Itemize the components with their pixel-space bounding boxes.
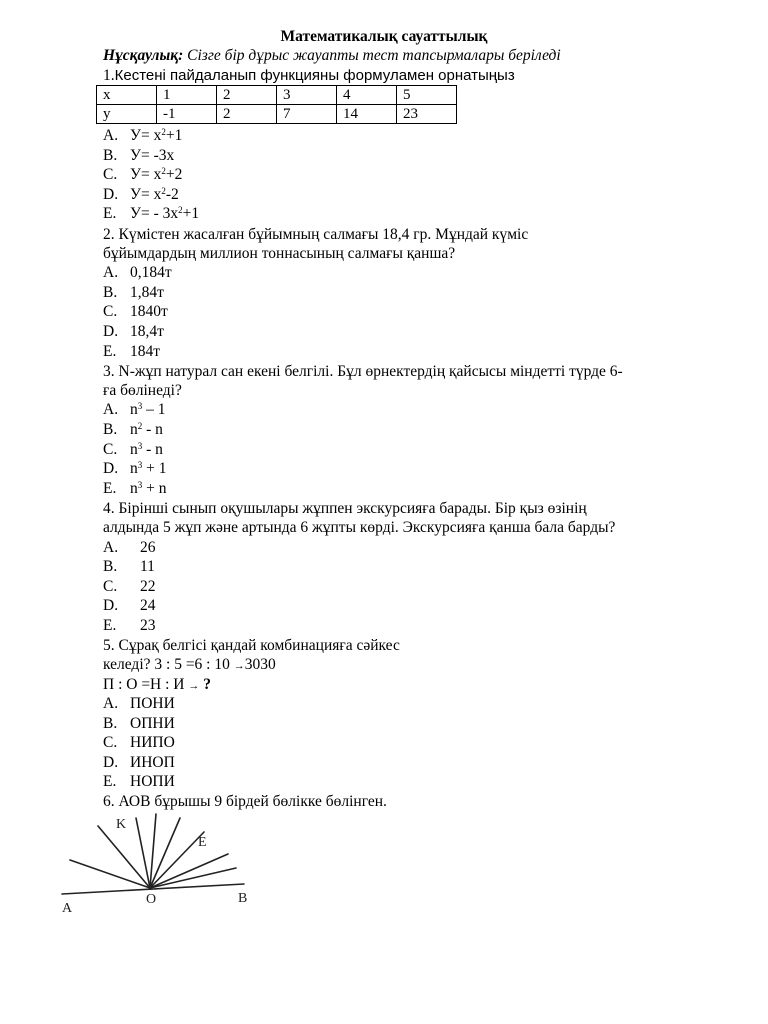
ray [136, 818, 150, 888]
label-o: O [146, 892, 157, 907]
question-4: 4. Бірінші сынып оқушылары жұппен экскурсияға барады. Бір қыз өзінің [103, 500, 587, 517]
option-c[interactable]: C. $У= x^2+2$ [103, 166, 183, 183]
option-a[interactable]: A. $У= x^2+1$ [103, 127, 183, 144]
option-a[interactable]: A. ПОНИ [103, 695, 175, 712]
option-a[interactable]: A. 0,184т [103, 264, 172, 281]
option-b[interactable]: B. У= -3x [103, 147, 175, 164]
option-b[interactable]: B. 1,84т [103, 284, 164, 301]
option-d[interactable]: D. $У= x^2-2$ [103, 186, 179, 203]
question-2: 2. Күмістен жасалған бұйымның салмағы 18,4 гр. Мұндай күміс [103, 226, 529, 243]
page-title: Математикалық сауаттылық [280, 28, 488, 45]
instruction [103, 46, 561, 65]
table-cell: 14 [337, 105, 397, 124]
table-cell: y [97, 105, 157, 124]
table-cell: 7 [277, 105, 337, 124]
option-e[interactable]: E. 23 [103, 617, 156, 634]
label-b: B [238, 891, 248, 906]
label-e: E [198, 835, 207, 850]
table-row [97, 105, 457, 124]
option-e[interactable]: E. НОПИ [103, 773, 175, 790]
table-cell: 2 [217, 86, 277, 105]
option-e[interactable]: E. $n^3 + n$ [103, 480, 167, 497]
option-d[interactable]: D. ИНОП [103, 754, 175, 771]
instruction-label: Нұсқаулық: [103, 47, 184, 64]
option-a[interactable]: A. 26 [103, 539, 156, 556]
question-6: 6. АОВ бұрышы 9 бірдей бөлікке бөлінген. [103, 793, 387, 810]
question-2-cont: бұйымдардың миллион тоннасының салмағы қанша? [103, 245, 456, 262]
question-3-cont: ға бөлінеді? [103, 382, 182, 399]
table-cell: 1 [157, 86, 217, 105]
question-number: 1. [103, 67, 115, 84]
option-a[interactable]: A. $n^3 - 1$ [103, 401, 166, 418]
angle-figure [58, 810, 278, 915]
option-e[interactable]: E. 184т [103, 343, 161, 360]
function-table [96, 85, 457, 124]
question-5-cont: келеді? 3 : 5 =6 : 10 →3030 [103, 656, 276, 673]
arrow-icon: → [233, 660, 245, 672]
option-b[interactable]: B. ОПНИ [103, 715, 175, 732]
question-3: 3. N-жұп натурал сан екені белгілі. Бұл өрнектердің қайсысы міндетті түрде 6- [103, 363, 623, 380]
question-5-cont2: П : О =Н : И → ? [103, 676, 212, 693]
table-cell: x [97, 86, 157, 105]
table-cell: 4 [337, 86, 397, 105]
table-cell: -1 [157, 105, 217, 124]
label-k: K [116, 817, 127, 832]
table-row [97, 86, 457, 105]
table-cell: 3 [277, 86, 337, 105]
table-cell: 5 [397, 86, 457, 105]
question-5: 5. Сұрақ белгісі қандай комбинацияға сәйкес [103, 637, 400, 654]
question-4-cont: алдында 5 жұп және артында 6 жұпты көрді. Экскурсияға қанша бала барды? [103, 519, 616, 536]
instruction-text: Сізге бір дұрыс жауапты тест тапсырмалары беріледі [187, 47, 561, 64]
question-1 [103, 66, 515, 85]
option-c[interactable]: C. НИПО [103, 734, 175, 751]
option-e[interactable]: E. $У= - 3x^2+1$ [103, 205, 200, 222]
option-d[interactable]: D. 18,4т [103, 323, 164, 340]
label-a: A [62, 901, 73, 915]
ray-e [150, 832, 204, 888]
table-cell: 23 [397, 105, 457, 124]
table-cell: 2 [217, 105, 277, 124]
option-b[interactable]: B. 11 [103, 558, 155, 575]
option-c[interactable]: C. 22 [103, 578, 156, 595]
option-d[interactable]: D. 24 [103, 597, 156, 614]
option-c[interactable]: C. 1840т [103, 303, 168, 320]
option-c[interactable]: C. $n^3$ - n [103, 441, 163, 458]
option-d[interactable]: D. $n^3 + 1$ [103, 460, 167, 477]
arrow-icon: → [188, 680, 200, 692]
question-text: Кестені пайдаланып функцияны формуламен орнатыңыз [114, 67, 515, 84]
option-b[interactable]: B. $n^2$ - n [103, 421, 163, 438]
